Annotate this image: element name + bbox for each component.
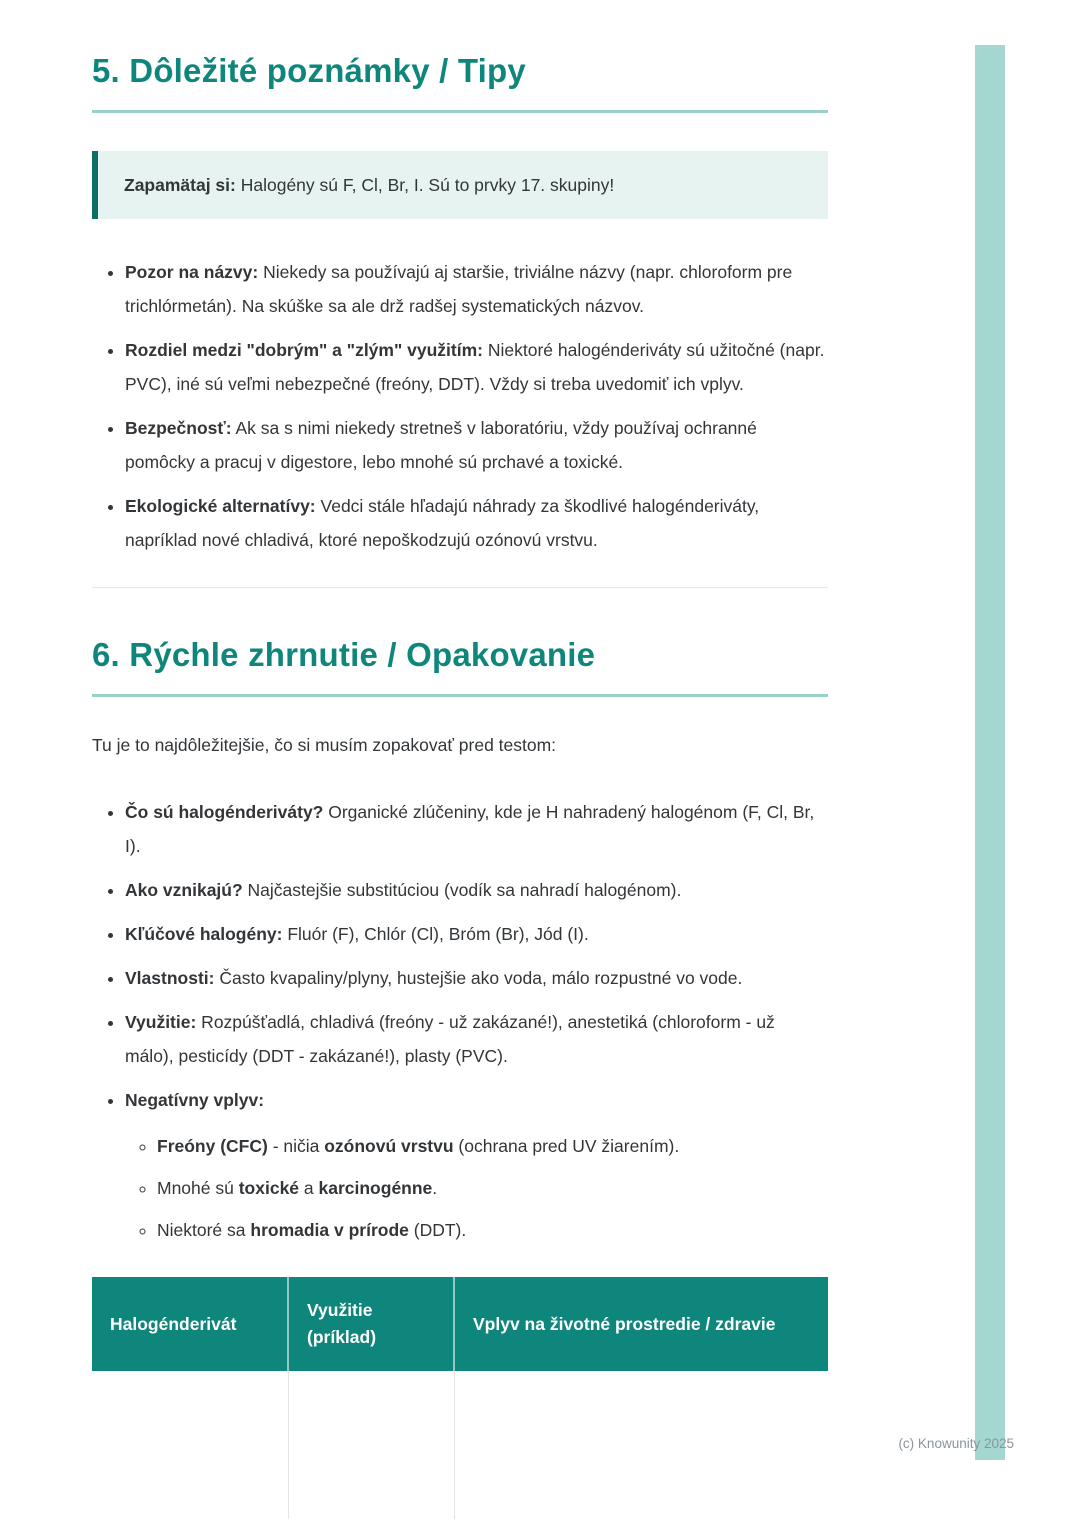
page-content bbox=[92, 0, 828, 1519]
list-item-names-warning: • Pozor na názvy: Niekedy sa používajú aj staršie, triviálne názvy (napr. chloroform pre trichlórmetán). Na skúške sa ale drž radšej systematických názvov. bbox=[125, 255, 828, 323]
list-item-how-formed: • Ako vznikajú? Najčastejšie substitúciou (vodík sa nahradí halogénom). bbox=[125, 873, 828, 907]
table-cell bbox=[288, 1371, 454, 1519]
sub-item-accumulate: ◦ Niektoré sa hromadia v prírode (DDT). bbox=[157, 1213, 828, 1247]
table-row bbox=[92, 1371, 828, 1519]
section-5-title-underline bbox=[92, 110, 828, 113]
negative-impact-label: Negatívny vplyv: bbox=[125, 1090, 265, 1111]
summary-list bbox=[92, 795, 828, 1247]
section-divider bbox=[92, 587, 828, 588]
list-item-eco-alternatives: • Ekologické alternatívy: Vedci stále hľadajú náhrady za škodlivé halogénderiváty, napríklad nové chladivá, ktoré nepoškodzujú ozónovú vrstvu. bbox=[125, 489, 828, 557]
list-item-good-bad-use: • Rozdiel medzi "dobrým" a "zlým" využitím: Niektoré halogénderiváty sú užitočné (napr. PVC), iné sú veľmi nebezpečné (freóny, DDT). Vždy si treba uvedomiť ich vplyv. bbox=[125, 333, 828, 401]
table-header-use-example: Využitie (príklad) bbox=[288, 1277, 454, 1371]
section-6-title-underline bbox=[92, 694, 828, 697]
sub-item-freons: ◦ Freóny (CFC) - ničia ozónovú vrstvu (ochrana pred UV žiarením). bbox=[157, 1129, 828, 1163]
remember-callout bbox=[92, 151, 828, 219]
section-notes-tips bbox=[92, 52, 828, 557]
list-item-safety: • Bezpečnosť: Ak sa s nimi niekedy stretneš v laboratóriu, vždy používaj ochranné pomôcky a pracuj v digestore, lebo mnohé sú prchavé a toxické. bbox=[125, 411, 828, 479]
list-item-uses: • Využitie: Rozpúšťadlá, chladivá (freóny - už zakázané!), anestetiká (chloroform - už málo), pesticídy (DDT - zakázané!), plasty (PVC). bbox=[125, 1005, 828, 1073]
sub-item-toxic: ◦ Mnohé sú toxické a karcinogénne. bbox=[157, 1171, 828, 1205]
section-6-title: 6. Rýchle zhrnutie / Opakovanie bbox=[92, 636, 596, 674]
list-item-properties: • Vlastnosti: Často kvapaliny/plyny, hustejšie ako voda, málo rozpustné vo vode. bbox=[125, 961, 828, 995]
table-header-row bbox=[92, 1277, 828, 1371]
section-summary bbox=[92, 636, 828, 1519]
right-accent-bar bbox=[975, 45, 1005, 1460]
section-5-title: 5. Dôležité poznámky / Tipy bbox=[92, 52, 526, 89]
table-header-halogen-derivative: Halogénderivát bbox=[92, 1277, 288, 1371]
copyright-notice: (c) Knowunity 2025 bbox=[898, 1436, 1014, 1451]
list-item-what-are: • Čo sú halogénderiváty? Organické zlúčeniny, kde je H nahradený halogénom (F, Cl, Br, I). bbox=[125, 795, 828, 863]
notes-list bbox=[92, 255, 828, 557]
list-item-key-halogens: • Kľúčové halogény: Fluór (F), Chlór (Cl), Bróm (Br), Jód (I). bbox=[125, 917, 828, 951]
table-header-environment-health: Vplyv na životné prostredie / zdravie bbox=[454, 1277, 828, 1371]
remember-callout-text: Zapamätaj si: Halogény sú F, Cl, Br, I. Sú to prvky 17. skupiny! bbox=[124, 174, 615, 195]
summary-intro: Tu je to najdôležitejšie, čo si musím zopakovať pred testom: bbox=[92, 735, 557, 756]
table-cell bbox=[92, 1371, 288, 1519]
list-item-negative-impact bbox=[125, 1083, 828, 1247]
table-cell bbox=[454, 1371, 828, 1519]
summary-table bbox=[92, 1277, 828, 1519]
summary-table-header bbox=[92, 1277, 828, 1371]
negative-impact-sublist bbox=[125, 1129, 828, 1247]
